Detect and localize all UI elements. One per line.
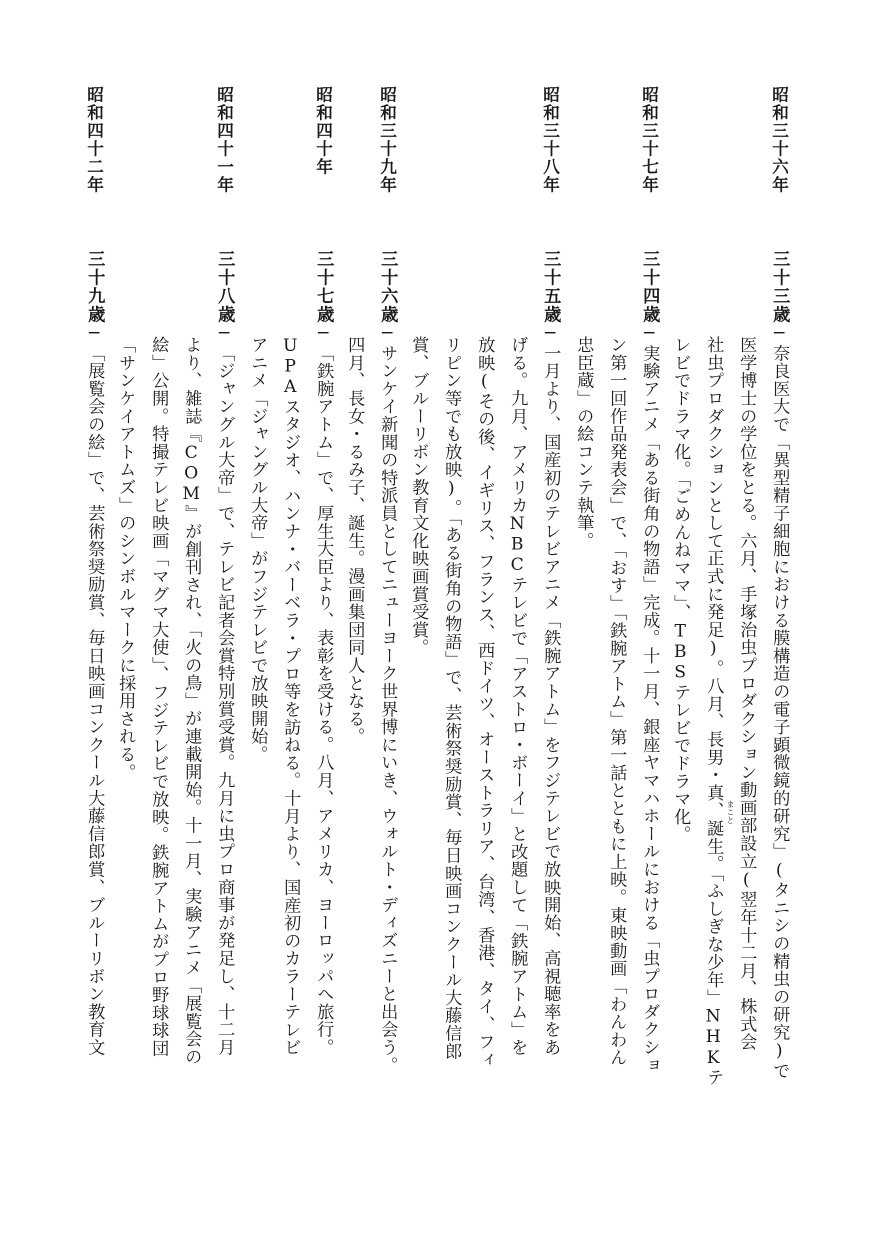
entry-year: 昭和三十八年 xyxy=(540,86,560,194)
entry-year: 昭和四十年 xyxy=(313,86,333,176)
entry-text-line: 賞、ブルーリボン教育文化映画賞受賞。 xyxy=(408,336,429,657)
entry-text-line: リピン等でも放映)。「ある街角の物語」で、芸術祭奨励賞、毎日映画コンクール大藤信郎 xyxy=(441,336,462,1060)
entry-text-line: 忠臣蔵」の絵コンテ執筆。 xyxy=(573,336,594,550)
entry-text-line: UPAスタジオ、ハンナ・バーベラ・プロ等を訪ねる。十月より、国産初のカラーテレビ xyxy=(280,336,301,1057)
entry-first-line xyxy=(84,250,105,1057)
entry-first-line xyxy=(540,250,561,1057)
entry-year: 昭和三十七年 xyxy=(639,86,659,194)
entry-first-line xyxy=(377,250,398,1075)
entry-first-line xyxy=(769,250,790,1080)
entry-age: 三十四歳 xyxy=(639,250,660,324)
entry-text-line: ─奈良医大で「異型精子細胞における膜構造の電子顕微鏡的研究」(タニシの精虫の研究)で xyxy=(769,323,790,1080)
entry-text-line: 四月、長女・るみ子、誕生。漫画集団同人となる。 xyxy=(344,336,365,746)
entry-text-line: げる。九月、アメリカNBCテレビで「アストロ・ボーイ」と改題して「鉄腕アトム」を xyxy=(507,336,528,1057)
entry-year: 昭和四十一年 xyxy=(214,86,234,194)
entry-text-line: ─「ジャングル大帝」で、テレビ記者会賞特別賞受賞。九月に虫プロ商事が発足し、十二月 xyxy=(214,323,235,1057)
entry-text-line: アニメ「ジャングル大帝」がフジテレビで放映開始。 xyxy=(247,336,268,764)
entry-text-line: ─「鉄腕アトム」で、厚生大臣より、表彰を受ける。八月、アメリカ、ヨーロッパへ旅行。 xyxy=(313,323,334,1057)
entry-age: 三十九歳 xyxy=(84,250,105,324)
entry-text-line: 放映(その後、イギリス、フランス、西ドイツ、オーストラリア、台湾、香港、タイ、フィ xyxy=(474,336,495,1069)
entry-age: 三十八歳 xyxy=(214,250,235,324)
entry-text-line: 社虫プロダクションとして正式に発足)。八月、長男・真、誕生。「ふしぎな少年」NHKテ xyxy=(703,336,724,1087)
entry-year: 昭和四十二年 xyxy=(84,86,104,194)
entry-text-line: 絵」公開。特撮テレビ映画「マグマ大使」、フジテレビで放映。鉄腕アトムがプロ野球球団 xyxy=(148,336,169,1058)
entry-text-line: ン第一回作品発表会」で、「おす」「鉄腕アトム」第一話とともに上映。東映動画「わんわん xyxy=(606,336,627,1067)
entry-text-line: ─「展覧会の絵」で、芸術祭奨励賞、毎日映画コンクール大藤信郎賞、ブルーリボン教育文 xyxy=(84,323,105,1057)
entry-text-line: 医学博士の学位をとる。六月、手塚治虫プロダクション動画部設立(翌年十二月、株式会 xyxy=(736,336,757,1051)
entry-age: 三十三歳 xyxy=(769,250,790,324)
entry-text-line: 「サンケイアトムズ」のシンボルマークに採用される。 xyxy=(115,336,136,781)
entry-text-line: ─一月より、国産初のテレビアニメ「鉄腕アトム」をフジテレビで放映開始、高視聴率をあ xyxy=(540,323,561,1057)
entry-first-line xyxy=(313,250,334,1057)
entry-text-line: より、雑誌『COM』が創刊され、「火の鳥」が連載開始。十一月、実験アニメ「展覧会の xyxy=(181,336,202,1066)
entry-text-line: ─実験アニメ「ある街角の物語」完成。十一月、銀座ヤマハホールにおける「虫プロダクショ xyxy=(639,323,660,1075)
entry-age: 三十六歳 xyxy=(377,250,398,324)
entry-age: 三十五歳 xyxy=(540,250,561,324)
entry-first-line xyxy=(639,250,660,1075)
entry-text-line: ─サンケイ新聞の特派員としてニューヨーク世界博にいき、ウォルト・ディズニーと出会う。 xyxy=(377,323,398,1075)
entry-year: 昭和三十九年 xyxy=(377,86,397,194)
entry-text-line: レビでドラマ化。「ごめんねママ」、TBSテレビでドラマ化。 xyxy=(670,336,691,844)
ruby-annotation: まこと xyxy=(726,800,735,824)
entry-first-line xyxy=(214,250,235,1057)
entry-year: 昭和三十六年 xyxy=(769,86,789,194)
entry-age: 三十七歳 xyxy=(313,250,334,324)
